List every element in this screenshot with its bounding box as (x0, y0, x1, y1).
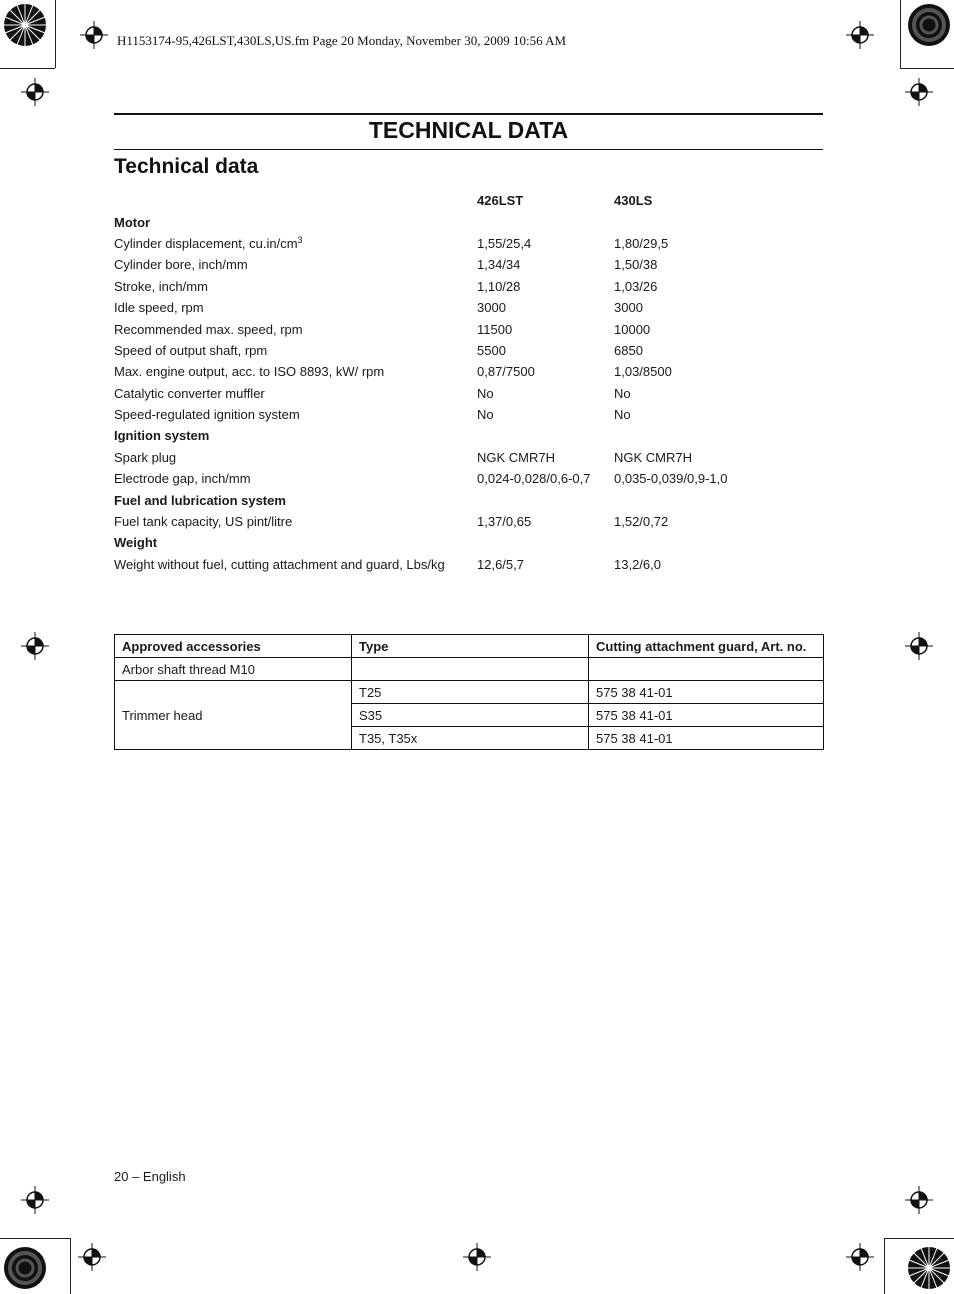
crop-line (884, 1238, 885, 1294)
spec-header-row (114, 190, 834, 211)
spec-label-text: Spark plug (114, 449, 177, 465)
spec-value-430ls: 0,035-0,039/0,9-1,0 (614, 471, 728, 487)
spec-label (114, 471, 477, 486)
spec-label-text: Speed-regulated ignition system (114, 407, 300, 423)
heading-bottom-rule (114, 149, 823, 150)
spec-value-426lst: 5500 (477, 342, 506, 358)
column-header: Approved accessories (115, 635, 352, 658)
registration-mark-icon (78, 1243, 106, 1271)
spec-label (114, 514, 477, 529)
table-header-row (115, 635, 824, 658)
starburst-mark-icon (3, 3, 47, 47)
accessory-art-no: 575 38 41-01 (589, 681, 824, 704)
spec-value-430ls: No (614, 407, 631, 423)
spec-row (114, 447, 834, 468)
accessory-name: Arbor shaft thread M10 (115, 658, 352, 681)
spec-value-426lst: No (477, 385, 494, 401)
accessories-table (114, 634, 824, 750)
spec-group-row (114, 425, 834, 446)
registration-mark-icon (21, 78, 49, 106)
accessory-type (352, 658, 589, 681)
spec-rows (114, 211, 834, 575)
model-header: 426LST (477, 193, 524, 209)
registration-mark-icon (905, 78, 933, 106)
crop-line (70, 1238, 71, 1294)
spec-value-426lst: 1,10/28 (477, 278, 521, 294)
spec-value-426lst: 12,6/5,7 (477, 556, 524, 572)
registration-mark-icon (846, 21, 874, 49)
spec-row (114, 383, 834, 404)
spec-value-430ls: No (614, 385, 631, 401)
spec-value-430ls: 1,03/8500 (614, 364, 672, 380)
spec-label (114, 322, 477, 337)
spec-group-label (114, 428, 477, 443)
model-header: 430LS (614, 193, 653, 209)
spec-value-426lst: 3000 (477, 300, 506, 316)
spec-value-430ls: 1,03/26 (614, 278, 658, 294)
spec-label-text: Motor (114, 214, 151, 230)
spec-label (114, 300, 477, 315)
spec-group-label (114, 215, 477, 230)
crop-line (0, 68, 55, 69)
spec-label (114, 407, 477, 422)
spec-value-426lst: 1,37/0,65 (477, 514, 532, 530)
spec-label (114, 235, 477, 251)
spec-value-426lst: No (477, 407, 494, 423)
spec-value-426lst: 11500 (477, 321, 513, 337)
crop-line (900, 0, 901, 68)
spec-value-426lst: NGK CMR7H (477, 449, 556, 465)
page-footer: 20 – English (114, 1169, 186, 1184)
spec-label-superscript: 3 (297, 235, 303, 246)
spec-row (114, 404, 834, 425)
crop-line (55, 0, 56, 68)
spec-label-text: Max. engine output, acc. to ISO 8893, kW/ rpm (114, 364, 385, 380)
spec-row (114, 233, 834, 254)
spec-value-430ls: 1,50/38 (614, 257, 658, 273)
spec-row (114, 511, 834, 532)
registration-mark-icon (905, 632, 933, 660)
spec-row (114, 254, 834, 275)
spec-row (114, 468, 834, 489)
spec-label (114, 386, 477, 401)
spec-label-text: Catalytic converter muffler (114, 385, 265, 401)
crop-line (884, 1238, 954, 1239)
spec-label (114, 557, 477, 572)
spec-label-text: Recommended max. speed, rpm (114, 321, 303, 337)
spec-value-430ls: 6850 (614, 342, 643, 358)
starburst-mark-icon (907, 3, 951, 47)
table-row (115, 658, 824, 681)
column-header: Type (352, 635, 589, 658)
spec-group-row (114, 489, 834, 510)
spec-value-426lst: 0,024-0,028/0,6-0,7 (477, 471, 591, 487)
spec-label-text: Speed of output shaft, rpm (114, 342, 268, 358)
spec-value-430ls: 10000 (614, 321, 651, 337)
spec-group-row (114, 211, 834, 232)
spec-row (114, 361, 834, 382)
spec-label (114, 450, 477, 465)
page-heading: TECHNICAL DATA (368, 117, 569, 143)
spec-row (114, 340, 834, 361)
starburst-mark-icon (907, 1246, 951, 1290)
accessory-name: Trimmer head (115, 681, 352, 750)
accessory-art-no: 575 38 41-01 (589, 704, 824, 727)
registration-mark-icon (905, 1186, 933, 1214)
spec-value-426lst: 1,34/34 (477, 257, 521, 273)
spec-label-text: Electrode gap, inch/mm (114, 471, 251, 487)
registration-mark-icon (80, 21, 108, 49)
spec-label-text: Weight (114, 535, 158, 551)
spec-label-text: Cylinder bore, inch/mm (114, 257, 248, 273)
accessory-type: S35 (352, 704, 589, 727)
spec-row (114, 297, 834, 318)
column-header: Cutting attachment guard, Art. no. (589, 635, 824, 658)
spec-value-426lst: 1,55/25,4 (477, 235, 532, 251)
spec-label-text: Fuel tank capacity, US pint/litre (114, 514, 293, 530)
spec-value-430ls: 1,80/29,5 (614, 235, 669, 251)
section-title: Technical data (114, 155, 259, 178)
registration-mark-icon (846, 1243, 874, 1271)
registration-mark-icon (21, 1186, 49, 1214)
spec-label (114, 364, 477, 379)
accessory-art-no (589, 658, 824, 681)
heading-top-rule (114, 113, 823, 115)
accessory-type: T25 (352, 681, 589, 704)
spec-group-row (114, 532, 834, 553)
spec-group-label (114, 493, 477, 508)
spec-label-text: Idle speed, rpm (114, 300, 204, 316)
table-row (115, 681, 824, 704)
spec-label (114, 257, 477, 272)
spec-label-text: Cylinder displacement, cu.in/cm (114, 236, 298, 252)
spec-label (114, 279, 477, 294)
spec-label-text: Fuel and lubrication system (114, 492, 286, 508)
spec-table (114, 190, 834, 575)
registration-mark-icon (21, 632, 49, 660)
starburst-mark-icon (3, 1246, 47, 1290)
spec-label-text: Weight without fuel, cutting attachment and guard, Lbs/kg (114, 556, 445, 572)
spec-label-text: Stroke, inch/mm (114, 278, 208, 294)
spec-value-430ls: 1,52/0,72 (614, 514, 669, 530)
spec-label-text: Ignition system (114, 428, 210, 444)
crop-line (900, 68, 954, 69)
spec-row (114, 554, 834, 575)
file-header: H1153174-95,426LST,430LS,US.fm Page 20 Monday, November 30, 2009 10:56 AM (117, 33, 567, 48)
spec-row (114, 276, 834, 297)
accessory-art-no: 575 38 41-01 (589, 727, 824, 750)
accessory-type: T35, T35x (352, 727, 589, 750)
spec-value-430ls: 13,2/6,0 (614, 556, 661, 572)
spec-value-430ls: 3000 (614, 300, 643, 316)
spec-value-430ls: NGK CMR7H (614, 449, 693, 465)
spec-row (114, 318, 834, 339)
registration-mark-icon (463, 1243, 491, 1271)
spec-group-label (114, 535, 477, 550)
crop-line (0, 1238, 70, 1239)
spec-value-426lst: 0,87/7500 (477, 364, 535, 380)
spec-label (114, 343, 477, 358)
